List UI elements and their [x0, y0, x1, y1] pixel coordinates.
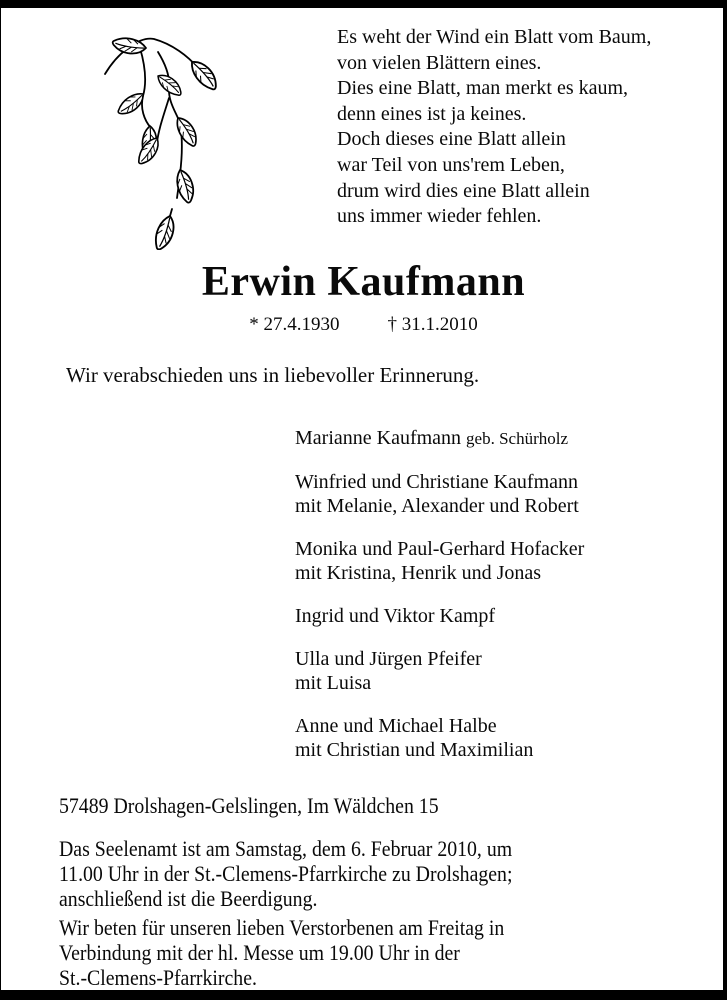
poem-line: drum wird dies eine Blatt allein	[337, 179, 590, 202]
memorial-poem	[337, 25, 651, 230]
service-line: Das Seelenamt ist am Samstag, dem 6. Februar 2010, um	[59, 836, 513, 861]
mourner-name: Monika und Paul-Gerhard Hofacker	[295, 538, 585, 560]
mourner-name: Marianne Kaufmann	[295, 427, 462, 449]
death-date: † 31.1.2010	[387, 314, 478, 335]
birth-date: * 27.4.1930	[249, 314, 340, 335]
mourner-name: Ingrid und Viktor Kampf	[295, 605, 496, 627]
funeral-service-info	[59, 836, 563, 911]
home-address	[59, 793, 481, 818]
service-line: anschließend ist die Beerdigung.	[59, 886, 318, 911]
leaf-branch-illustration	[88, 10, 278, 250]
address-line: 57489 Drolshagen-Gelslingen, Im Wäldchen 15	[59, 793, 439, 818]
prayer-line: St.-Clemens-Pfarrkirche.	[59, 965, 257, 990]
mourner-children: mit Christian und Maximilian	[295, 739, 534, 761]
mourner-entry	[295, 537, 584, 585]
mourner-name: Anne und Michael Halbe	[295, 715, 497, 737]
scan-edge-left	[0, 0, 1, 1000]
mourner-entry	[295, 426, 584, 451]
scan-edge-bottom	[0, 990, 727, 1000]
mourner-children: mit Luisa	[295, 672, 372, 694]
prayer-line: Wir beten für unseren lieben Verstorbenen am Freitag in	[59, 915, 505, 940]
mourner-children: mit Kristina, Henrik und Jonas	[295, 562, 542, 584]
mourner-entry	[295, 470, 584, 518]
mourner-entry	[295, 604, 584, 628]
maiden-name: geb. Schürholz	[466, 429, 569, 448]
farewell-line: Wir verabschieden uns in liebevoller Erinnerung.	[66, 363, 480, 387]
poem-line: Doch dieses eine Blatt allein	[337, 128, 566, 151]
mourner-children: mit Melanie, Alexander und Robert	[295, 495, 579, 517]
scan-edge-right	[723, 0, 727, 1000]
poem-line: uns immer wieder fehlen.	[337, 205, 542, 228]
poem-line: denn eines ist ja keines.	[337, 102, 527, 125]
deceased-name: Erwin Kaufmann	[201, 259, 526, 305]
mourners-list	[295, 426, 584, 781]
prayer-line: Verbindung mit der hl. Messe um 19.00 Uhr in der	[59, 940, 460, 965]
scan-edge-top	[0, 0, 727, 8]
prayer-info	[59, 915, 554, 990]
mourner-name: Ulla und Jürgen Pfeifer	[295, 648, 482, 670]
poem-line: Es weht der Wind ein Blatt vom Baum,	[337, 26, 652, 48]
mourner-entry	[295, 714, 584, 762]
mourner-entry	[295, 647, 584, 695]
poem-line: Dies eine Blatt, man merkt es kaum,	[337, 77, 629, 100]
service-line: 11.00 Uhr in der St.-Clemens-Pfarrkirche zu Drolshagen;	[59, 861, 513, 886]
poem-line: war Teil von uns'rem Leben,	[337, 153, 565, 176]
mourner-name: Winfried und Christiane Kaufmann	[295, 471, 579, 493]
life-dates	[0, 314, 727, 336]
poem-line: von vielen Blättern eines.	[337, 51, 542, 74]
